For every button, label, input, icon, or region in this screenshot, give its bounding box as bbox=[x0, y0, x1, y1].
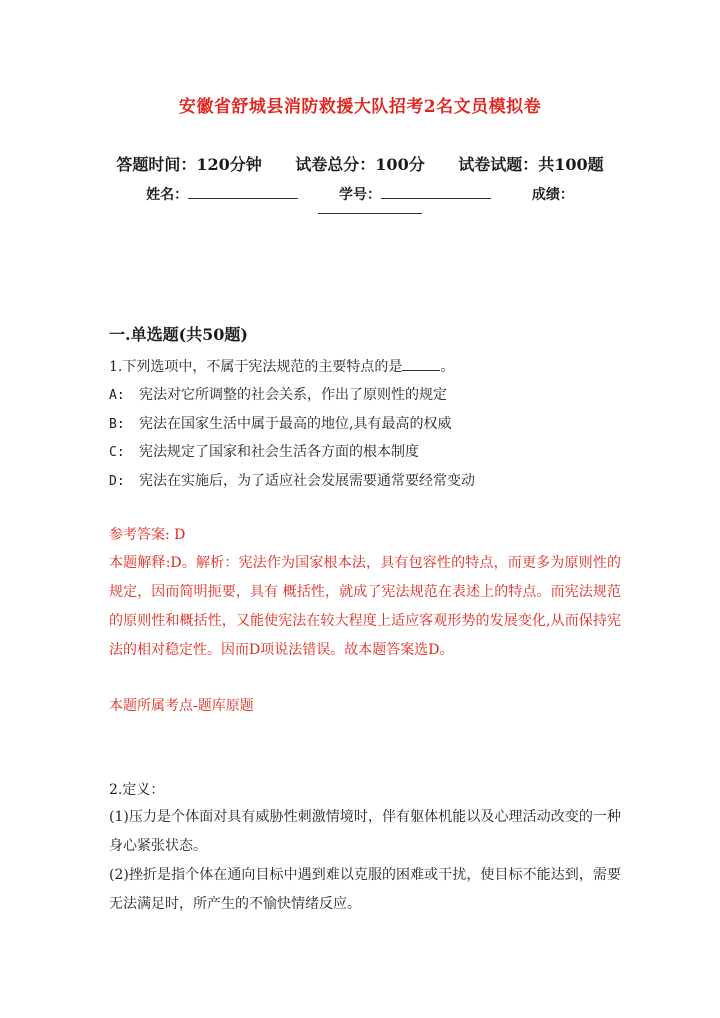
name-label: 姓名： bbox=[146, 187, 189, 203]
question-source: 本题所属考点-题库原题 bbox=[109, 698, 254, 714]
option-b[interactable] bbox=[109, 413, 451, 433]
score-label: 成绩： bbox=[531, 187, 574, 203]
page-title: 安徽省舒城县消防救援大队招考2名文员模拟卷 bbox=[178, 97, 542, 117]
score-blank[interactable] bbox=[318, 203, 422, 214]
question-2-stem: 2.定义： bbox=[109, 782, 165, 798]
option-label: C: bbox=[109, 445, 125, 460]
option-text: 宪法规定了国家和社会生活各方面的根本制度 bbox=[139, 444, 419, 460]
name-field[interactable] bbox=[146, 184, 298, 204]
section-title: 一.单选题(共50题) bbox=[109, 325, 248, 344]
answer-explanation: 本题解释:D。解析：宪法作为国家根本法，具有包容性的特点，而更多为原则性的规定，因而简明扼要，具有 概括性，就成了宪法规范在表述上的特点。而宪法规范的原则性和概括性，又能使宪法在较大程度上适应客观形势的发展变化,从而保持宪法的相对稳定性。因而D项说法错误。故本题答案选D。 bbox=[109, 555, 621, 658]
student-info bbox=[0, 184, 720, 204]
exam-total-score: 试卷总分：100分 bbox=[295, 155, 425, 174]
exam-meta bbox=[0, 152, 720, 175]
exam-time: 答题时间：120分钟 bbox=[116, 155, 262, 174]
id-blank[interactable] bbox=[381, 186, 491, 199]
option-d[interactable] bbox=[109, 470, 475, 490]
exam-question-count: 试卷试题：共100题 bbox=[458, 155, 604, 174]
question-1-stem bbox=[109, 354, 619, 380]
option-text: 宪法在实施后，为了适应社会发展需要通常要经常变动 bbox=[139, 473, 475, 489]
score-field bbox=[532, 184, 574, 204]
option-label: A: bbox=[109, 388, 125, 403]
option-text: 宪法对它所调整的社会关系，作出了原则性的规定 bbox=[139, 387, 447, 403]
answer-blank bbox=[402, 358, 440, 371]
definition-1: (1)压力是个体面对具有威胁性刺激情境时，伴有躯体机能以及心理活动改变的一种身心紧张状态。 bbox=[109, 809, 621, 854]
question-1-end: 。 bbox=[440, 359, 455, 375]
definition-2: (2)挫折是指个体在通向目标中遇到难以克服的困难或干扰，使目标不能达到，需要无法满足时，所产生的不愉快情绪反应。 bbox=[109, 867, 621, 912]
question-1-text: 1.下列选项中，不属于宪法规范的主要特点的是 bbox=[109, 359, 403, 375]
option-label: B: bbox=[109, 417, 125, 432]
option-c[interactable] bbox=[109, 441, 419, 461]
reference-answer: 参考答案: D bbox=[109, 527, 186, 543]
id-label: 学号： bbox=[339, 187, 381, 203]
option-a[interactable] bbox=[109, 384, 447, 404]
option-text: 宪法在国家生活中属于最高的地位,具有最高的权威 bbox=[139, 416, 452, 432]
id-field[interactable] bbox=[339, 184, 491, 204]
name-blank[interactable] bbox=[188, 186, 298, 199]
option-label: D: bbox=[109, 474, 125, 489]
question-2-definitions bbox=[109, 803, 621, 919]
